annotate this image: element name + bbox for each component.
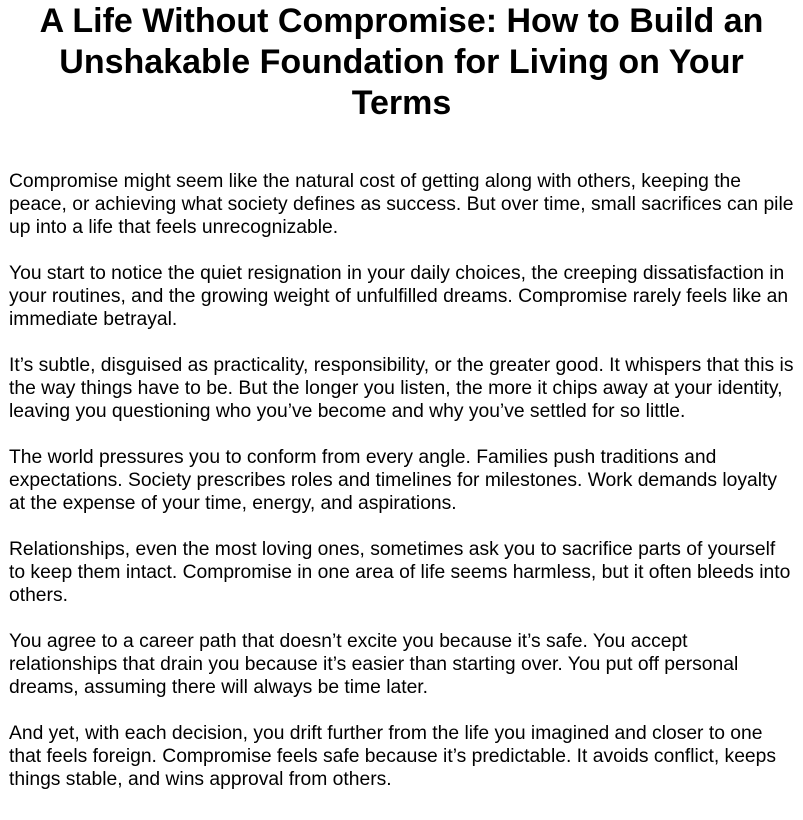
paragraph-1: Compromise might seem like the natural cost of getting along with others, keeping the peace, or achieving what society defines as success. But over time, small sacrifices can pile up into a life that feels unrecognizable. [9,171,794,238]
paragraph-7: And yet, with each decision, you drift further from the life you imagined and closer to one that feels foreign. Compromise feels safe because it’s predictable. It avoids conflict, keeps things stable, and wins approval from others. [9,723,777,790]
paragraph-2: You start to notice the quiet resignation in your daily choices, the creeping dissatisfaction in your routines, and the growing weight of unfulfilled dreams. Compromise rarely feels like an immediate betrayal. [9,263,789,330]
article-title: A Life Without Compromise: How to Build an Unshakable Foundation for Living on Your Terms [39,2,764,122]
paragraph-3: It’s subtle, disguised as practicality, responsibility, or the greater good. It whispers that this is the way things have to be. But the longer you listen, the more it chips away at your identity, leaving you questioning who you’ve become and why you’ve settled for so little. [9,355,794,422]
paragraph-4: The world pressures you to conform from every angle. Families push traditions and expectations. Society prescribes roles and timelines for milestones. Work demands loyalty at the expense of your time, energy, and aspirations. [9,447,778,514]
paragraph-6: You agree to a career path that doesn’t excite you because it’s safe. You accept relationships that drain you because it’s easier than starting over. You put off personal dreams, assuming there will always be time later. [9,631,739,698]
paragraph-5: Relationships, even the most loving ones, sometimes ask you to sacrifice parts of yourself to keep them intact. Compromise in one area of life seems harmless, but it often bleeds into others. [9,539,791,606]
